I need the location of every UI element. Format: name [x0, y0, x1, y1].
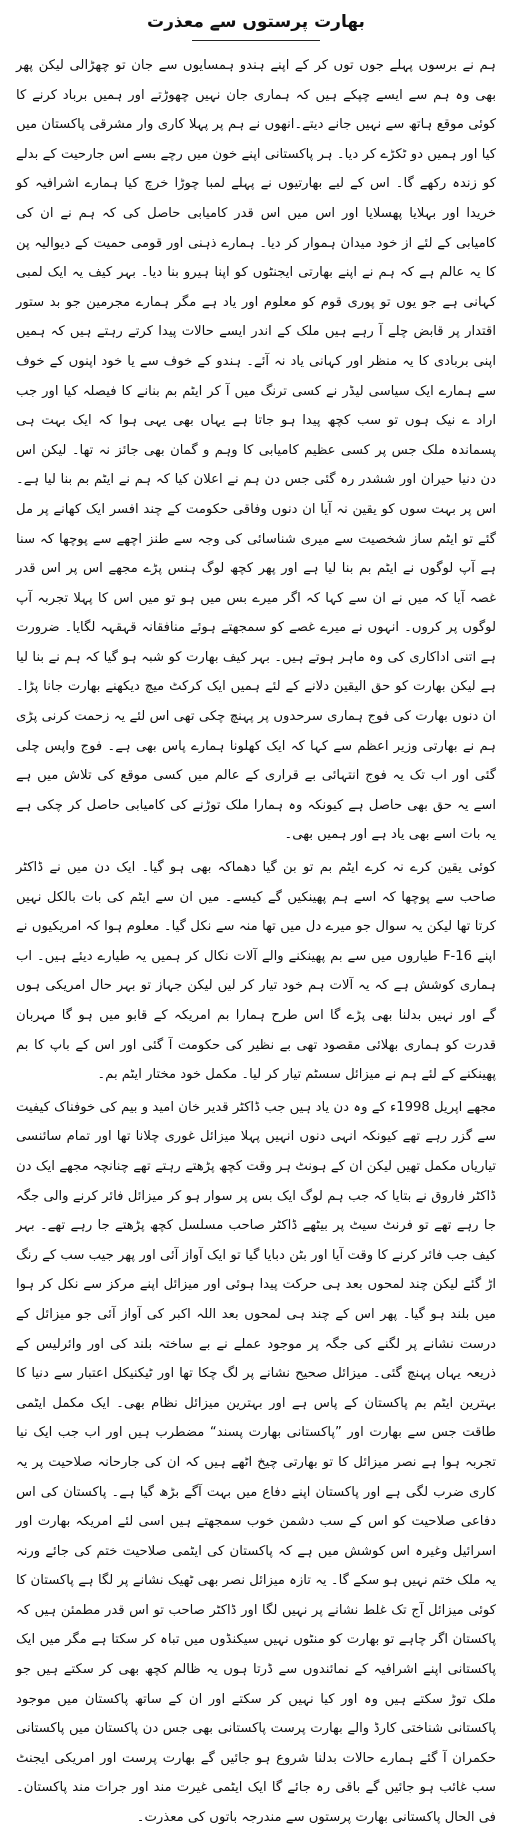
article-body	[16, 51, 496, 1833]
article-headline: بھارت پرستوں سے معذرت	[147, 12, 365, 32]
headline-underline	[192, 40, 320, 41]
article-paragraph: ہم نے برسوں پہلے جوں توں کر کے اپنے ہندو ہمسایوں سے جان تو چھڑالی لیکن پھر بھی وہ ہم سے ایسے چپکے ہیں کہ ہماری جان نہیں چھوڑتے اور ہمیں برباد کرنے کا کوئی موقع ہاتھ سے نہیں جانے دیتے۔انھوں نے ہم پر پہلا کاری وار مشرقی پاکستان میں کیا اور ہمیں دو ٹکڑے کر دیا۔ ہر پاکستانی اپنے خون میں رچے بسے اس جارحیت کے بدلے کو زندہ رکھے گا۔ اس کے لیے بھارتیوں نے پہلے لمبا چوڑا خرچ کیا ہمارے اشرافیہ کو خریدا اور بہلایا پھسلایا اور اس میں اس قدر کامیابی حاصل کی کہ ہم نے ان کی کامیابی کے لئے از خود میدان ہموار کر دیا۔ ہمارے ذہنی اور قومی حمیت کے دیوالیہ پن کا یہ عالم ہے کہ ہم نے اپنے بھارتی ایجنٹوں کو اپنا ہیرو بنا دیا۔ بہر کیف یہ ایک لمبی کہانی ہے جو یوں تو پوری قوم کو معلوم اور یاد ہے مگر ہمارے مجرمین جو بد ستور اقتدار پر قابض چلے آ رہے ہیں ملک کے اندر ایسے حالات پیدا کرتے رہتے ہیں کہ ہمیں اپنی بربادی کا یہ منظر اور کہانی یاد نہ آئے۔ ہندو کے خوف سے یا خود اپنوں کے خوف سے ہمارے ایک سیاسی لیڈر نے کسی ترنگ میں آ کر ایٹم بم بنانے کا فیصلہ کیا اور جب اراد ے نیک ہوں تو سب کچھ پیدا ہو جاتا ہے یہاں بھی یہی ہوا کہ ایک بہت ہی پسماندہ ملک جس پر کسی عظیم کامیابی کا وہم و گمان بھی جائز نہ تھا۔ لیکن اس دن دنیا حیران اور ششدر رہ گئی جس دن ہم نے اعلان کیا کہ ہم نے ایٹم بم بنا لیا ہے۔اس پر بہت سوں کو یقین نہ آیا ان دنوں وفاقی حکومت کے چند افسر ایک کھانے پر مل گئے تو ایٹم ساز شخصیت سے میری شناسائی کی وجہ سے طنز اچھے سے پوچھا کہ سنا ہے آپ لوگوں نے ایٹم بم بنا لیا ہے اور پھر کچھ لوگ ہنس پڑے مجھے اس پر اس قدر غصہ آیا کہ میں نے ان سے کہا کہ اگر میرے بس میں ہو تو میں اس کا پہلا تجربہ آپ لوگوں پر کروں۔ انہوں نے میرے غصے کو سمجھتے ہوئے منافقانہ قہقہہ لگایا۔ ضرورت ہے اتنی اداکاری کی وہ ماہر ہوتے ہیں۔ بہر کیف بھارت کو شبہ ہو گیا کہ ہم نے بنا لیا ہے لیکن بھارت کو حق الیقین دلانے کے لئے ہمیں ایک کرکٹ میچ دیکھنے بھارت جانا پڑا۔ ان دنوں بھارت کی فوج ہماری سرحدوں پر پہنچ چکی تھی اس لئے یہ زحمت کرنی پڑی ہم نے بھارتی وزیر اعظم سے کہا کہ ایک کھلونا ہمارے پاس بھی ہے۔ فوج واپس چلی گئی اور اب تک یہ فوج انتہائی بے قراری کے عالم میں کسی موقع کی تلاش میں ہے اسے یہ حق بھی حاصل ہے کیونکہ وہ ہمارا ملک توڑنے کی کامیابی حاصل کر چکی ہے یہ بات اسے بھی یاد ہے اور ہمیں بھی۔	[16, 58, 496, 843]
article-paragraph: مجھے اپریل 1998ء کے وہ دن یاد ہیں جب ڈاکٹر قدیر خان امید و بیم کی خوفناک کیفیت سے گزر رہے تھے کیونکہ انہی دنوں انہیں پہلا میزائل غوری چلانا تھا اور تمام سائنسی تیاریاں مکمل تھیں لیکن ان کے ہونٹ ہر وقت کچھ پڑھتے رہتے تھے چنانچہ مجھے ایک دن ڈاکٹر فاروق نے بتایا کہ جب ہم لوگ ایک بس پر سوار ہو کر میزائل فائر کرنے والی جگہ جا رہے تھے تو فرنٹ سیٹ پر بیٹھے ڈاکٹر صاحب مسلسل کچھ پڑھتے جا رہے تھے۔ بہر کیف جب فائر کرنے کا وقت آیا اور بٹن دبایا گیا تو ایک آواز آئی اور پھر جیب سب کے رنگ اڑ گئے لیکن چند لمحوں بعد ہی حرکت پیدا ہوئی اور میزائل اپنے مرکز سے نکل کر ہوا میں بلند ہو گیا۔ پھر اس کے چند ہی لمحوں بعد اللہ اکبر کی آواز آئی جو میزائل کے درست نشانے پر لگنے کی جگہ پر موجود عملے نے بے ساختہ بلند کی اور وائرلیس کے ذریعہ یہاں پہنچ گئی۔ میزائل صحیح نشانے پر لگ چکا تھا اور ٹیکنیکل اعتبار سے دنیا کا بہترین ایٹم بم پاکستان کے پاس ہے اور بہترین میزائل نظام بھی۔ ایک مکمل ایٹمی طاقت جس سے بھارت اور ”پاکستانی بھارت پسند“ مضطرب ہیں اور اب جب ایک نیا تجربہ ہوا ہے نصر میزائل کا تو بھارتی چیخ اٹھے ہیں کہ ان کی جارحانہ صلاحیت پر یہ کاری ضرب لگی ہے اور پاکستان اپنے دفاع میں بہت آگے بڑھ گیا ہے۔ پاکستان کی اس دفاعی صلاحیت کو اس کے سب دشمن خوب سمجھتے ہیں اسی لئے امریکہ بھارت اور اسرائیل وغیرہ اس کوشش میں ہے کہ پاکستان کی ایٹمی صلاحیت ختم کی جائے ورنہ یہ ملک ختم نہیں ہو سکے گا۔ یہ تازہ میزائل نصر بھی ٹھیک نشانے پر لگا ہے پاکستان کا کوئی میزائل آج تک غلط نشانے پر نہیں لگا اور ڈاکٹر صاحب تو اس قدر مطمئن ہیں کہ پاکستان اگر چاہے تو بھارت کو منٹوں نہیں سیکنڈوں میں تباہ کر سکتا ہے مگر میں ایک پاکستانی اپنے اشرافیہ کے نمائندوں سے ڈرتا ہوں یہ ظالم کچھ بھی کر سکتے ہیں جو ملک توڑ سکتے ہیں وہ اور کیا نہیں کر سکتے اور ان کے ساتھ پاکستان میں موجود پاکستانی شناختی کارڈ والے بھارت پرست پاکستانی بھی جس دن پاکستان میں پاکستانی حکمران آ گئے ہمارے حالات بدلنا شروع ہو جائیں گے بھارت پرست اور امریکی ایجنٹ سب غائب ہو جائیں گے باقی رہ جائے گا ایک ایٹمی غیرت مند اور جرات مند پاکستان۔ فی الحال پاکستانی بھارت پرستوں سے مندرجہ باتوں کی معذرت۔	[16, 1099, 496, 1826]
article-paragraph: کوئی یقین کرے نہ کرے ایٹم بم تو بن گیا دھماکہ بھی ہو گیا۔ ایک دن میں نے ڈاکٹر صاحب سے پوچھا کہ اسے ہم پھینکیں گے کیسے۔ میں ان سے ایٹم کی بات بالکل نہیں کرتا تھا لیکن یہ سوال جو میرے دل میں تھا منہ سے نکل گیا۔ معلوم ہوا کہ امریکیوں نے اپنے F-16 طیاروں میں سے بم پھینکنے والے آلات نکال کر ہمیں یہ طیارے دیئے ہیں۔ اب ہماری کوشش ہے کہ یہ آلات ہم خود تیار کر لیں لیکن جہاز تو بہر حال امریکی ہوں گے اور نہیں بدلنا بھی پڑے گا اس طرح ہمارا بم امریکہ کے قابو میں ہو گا مہربان قدرت کو ہماری بھلائی مقصود تھی بے نظیر کی حکومت آ گئی اور اس کے باپ کا بم پھینکنے کے لئے ہم نے میزائل سسٹم تیار کر لیا۔ مکمل خود مختار ایٹم بم۔	[16, 860, 497, 1083]
